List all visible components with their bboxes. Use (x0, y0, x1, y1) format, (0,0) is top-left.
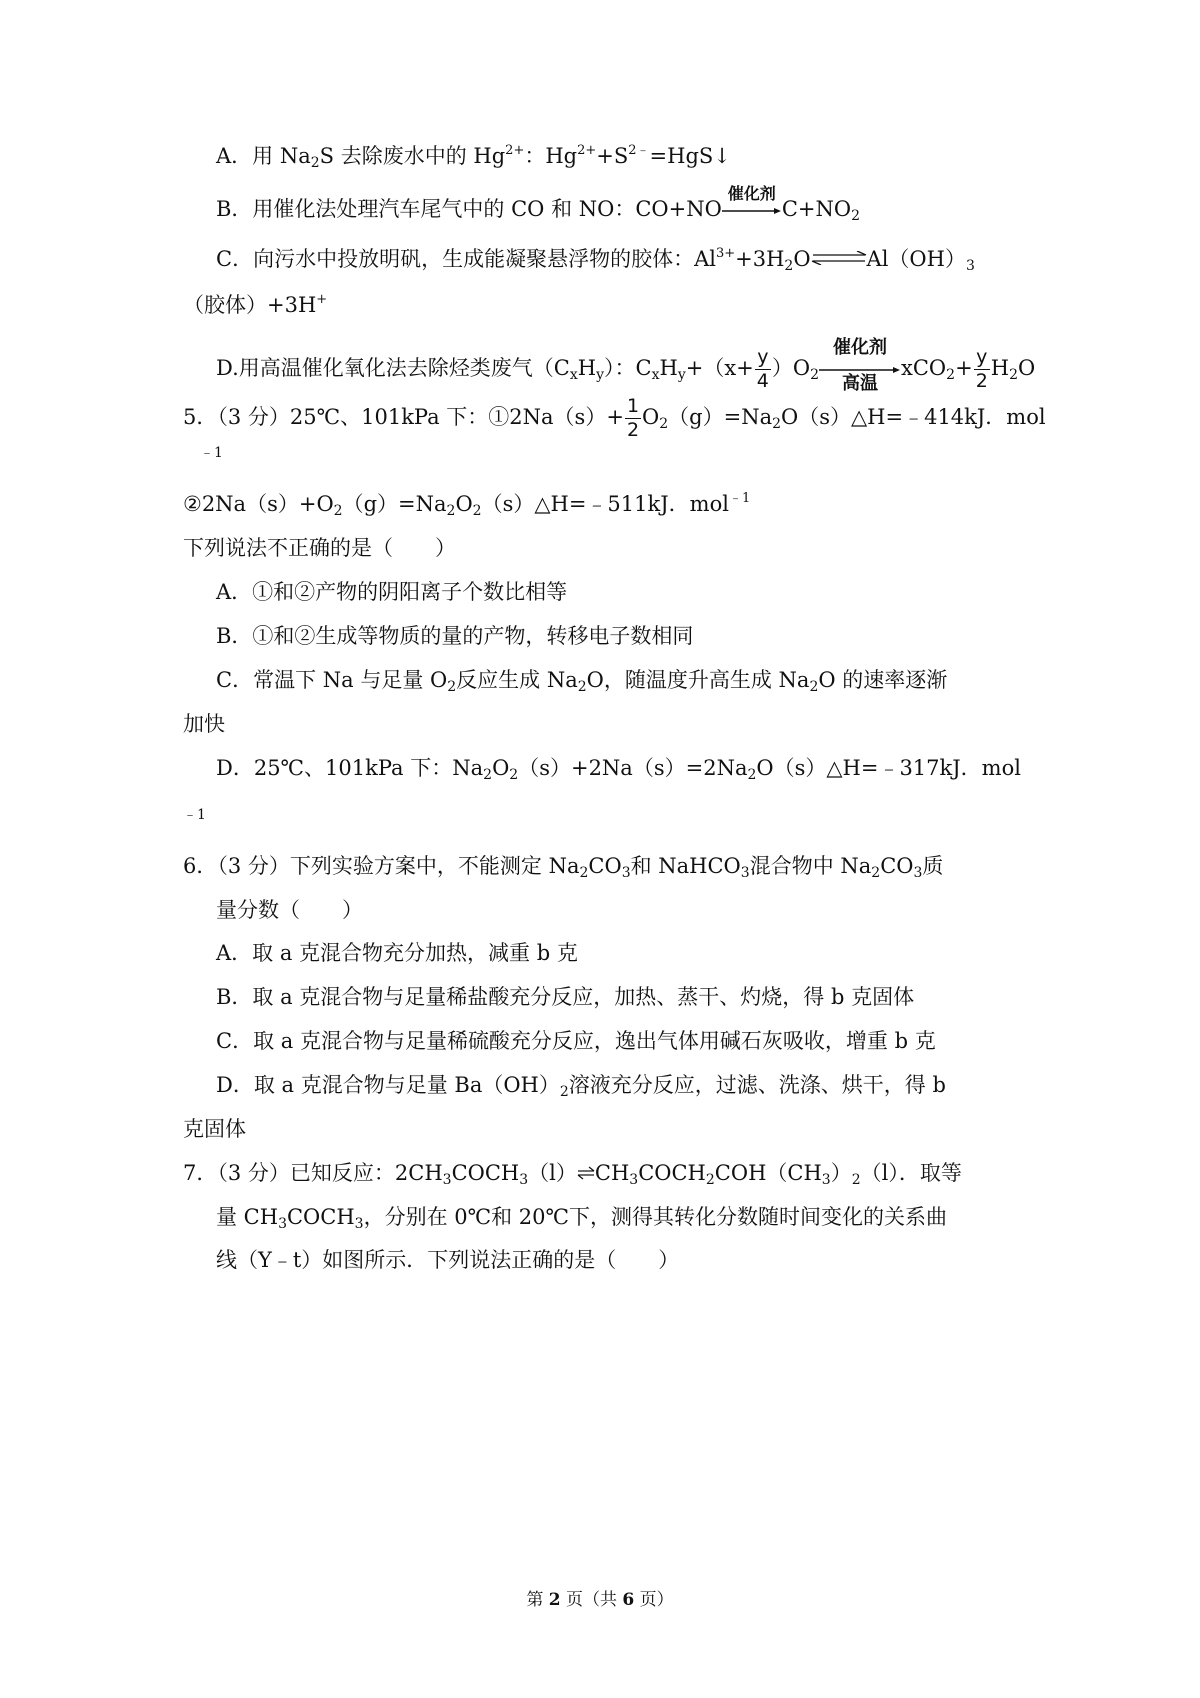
catalyst-heat-arrow: 催化剂 高温 (819, 357, 901, 377)
q5-equation-2: $②2Na(s)+O_2(g)=Na_2O_2(s)\triangle H=﹣511kJ$．mol$^{﹣1}$ (183, 491, 751, 519)
q6-stem-cont: 量分数（ ） (216, 898, 363, 922)
fraction-one-half: $\frac{1}{2}$ (626, 395, 640, 441)
reversible-arrow-icon (811, 251, 867, 265)
q6-option-c: C．取 a 克混合物与足量稀硫酸充分反应，逸出气体用碱石灰吸收，增重 b 克 (216, 1029, 936, 1053)
page-number: 2 (548, 1590, 561, 1610)
q5-unit-exponent: ﹣1 (200, 445, 223, 461)
q5-option-a: A．①和②产物的阴阳离子个数比相等 (216, 580, 568, 604)
right-arrow-icon (722, 208, 782, 214)
q6-option-b: B．取 a 克混合物与足量稀盐酸充分反应，加热、蒸干、灼烧，得 b 克固体 (216, 985, 915, 1009)
q5-option-d-exponent: ﹣1 (183, 807, 206, 823)
q6-stem: 6．（3 分）下列实验方案中，不能测定 $Na_2CO_3$和 NaHCO$_3$混合物中 $Na_2CO_3$质 (183, 854, 944, 881)
q5-question: 下列说法不正确的是（ ） (183, 536, 456, 560)
fraction-y-over-4: $\frac{y}{4}$ (756, 346, 769, 392)
equilibrium-arrow-icon (577, 1166, 595, 1180)
q5-option-c: C．常温下 Na 与足量 $O_2$反应生成 $Na_2O$，随温度升高生成 $Na_2O$ 的速率逐渐 (216, 668, 948, 695)
page-total: 6 (622, 1590, 635, 1610)
q7-stem-line-3: 线（Y﹣t）如图所示．下列说法正确的是（ ） (216, 1248, 680, 1272)
q5-option-b: B．①和②生成等物质的量的产物，转移电子数相同 (216, 624, 694, 648)
page-footer: 第 2 页（共 6 页） (526, 1590, 674, 1610)
q6-option-d-cont: 克固体 (183, 1117, 246, 1141)
q4-option-a: A．用 $Na_2S$ 去除废水中的 $Hg^{2+}$：$Hg^{2+}+S^{2﹣}=HgS↓$ (216, 143, 731, 171)
q5-option-c-cont: 加快 (183, 712, 225, 736)
q4-option-d: D.用高温催化氧化法去除烃类废气$(C_xH_y)$：$C_xH_y+(x+$ $\frac{y}{4}$ ）$O_2$ 催化剂 高温 xCO$_2$+ $\frac{y}{2}$ $H_2O$ (216, 337, 1036, 394)
q7-stem: 7．（3 分）已知反应：$2CH_3COCH_3(l)$ $CH_3COCH_2COH(CH_3)_2(l)$．取等 (183, 1161, 962, 1188)
q4-option-c: C．向污水中投放明矾，生成能凝聚悬浮物的胶体：$Al^{3+}+3H_2O$ $Al(OH)_3$ (216, 246, 975, 274)
q5-stem: 5．（3 分）25℃、101kPa 下：①2Na（s）+ $\frac{1}{2}$ $O_2(g)=Na_2O(s)\triangle H=﹣414kJ$．mol (183, 395, 1046, 441)
q6-option-a: A．取 a 克混合物充分加热，减重 b 克 (216, 941, 578, 965)
q6-option-d: D．取 a 克混合物与足量 $Ba(OH)_2$溶液充分反应，过滤、洗涤、烘干，得 b (216, 1073, 946, 1100)
q4-option-c-cont: （胶体）+3H+ (183, 292, 328, 317)
catalyst-arrow: 催化剂 (722, 198, 782, 218)
fraction-y-over-2: $\frac{y}{2}$ (975, 346, 988, 392)
q7-stem-line-2: 量 $CH_3COCH_3$，分别在 0℃和 20℃下，测得其转化分数随时间变化的关系曲 (216, 1205, 947, 1232)
q4-option-b: B．用催化法处理汽车尾气中的 CO 和 NO：CO+NO 催化剂 $C+NO_2$ (216, 184, 860, 224)
q5-option-d: D．25℃、101kPa 下：$Na_2O_2(s)+2Na(s)=2Na_2O(s)\triangle H=﹣317kJ$．mol (216, 756, 1021, 783)
